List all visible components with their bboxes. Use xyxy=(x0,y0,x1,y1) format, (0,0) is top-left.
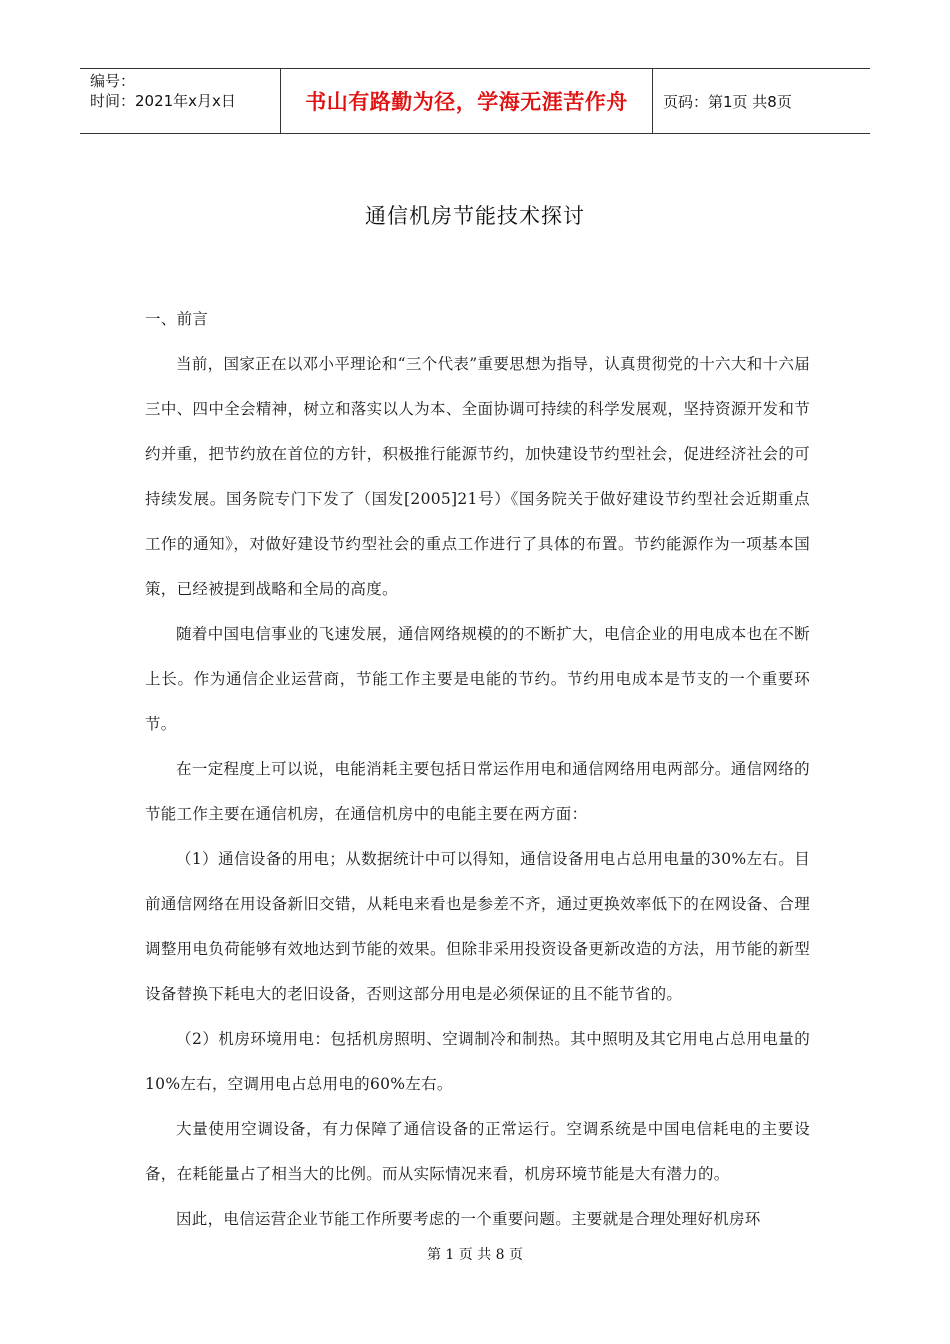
paragraph: 因此，电信运营企业节能工作所要考虑的一个重要问题。主要就是合理处理好机房环 xyxy=(176,1210,761,1228)
paragraph: 当前，国家正在以邓小平理论和“三个代表”重要思想为指导，认真贯彻党的十六大和十六届三中、四中全会精神，树立和落实以人为本、全面协调可持续的科学发展观，坚持资源开发和节约并重，把节约放在首位的方针，积极推行能源节约，加快建设节约型社会，促进经济社会的可持续发展。国务院专门下发了（国发[2005]21号）《国务院关于做好建设节约型社会近期重点工作的通知》，对做好建设节约型社会的重点工作进行了具体的布置。节约能源作为一项基本国策，已经被提到战略和全局的高度。 xyxy=(145,355,810,598)
page-footer: 第 1 页 共 8 页 xyxy=(426,1247,524,1263)
header-meta xyxy=(80,69,280,133)
document-date: 时间：2021年x月x日 xyxy=(90,92,236,110)
header-motto: 书山有路勤为径，学海无涯苦作舟 xyxy=(305,90,628,114)
paragraph: 在一定程度上可以说，电能消耗主要包括日常运作用电和通信网络用电两部分。通信网络的节能工作主要在通信机房，在通信机房中的电能主要在两方面： xyxy=(145,760,810,823)
header-page-info-cell xyxy=(653,69,870,133)
paragraph: （2）机房环境用电：包括机房照明、空调制冷和制热。其中照明及其它用电占总用电量的10%左右，空调用电占总用电的60%左右。 xyxy=(145,1030,810,1093)
page-header xyxy=(80,68,870,134)
paragraph: 随着中国电信事业的飞速发展，通信网络规模的的不断扩大，电信企业的用电成本也在不断上长。作为通信企业运营商，节能工作主要是电能的节约。节约用电成本是节支的一个重要环节。 xyxy=(145,625,810,733)
paragraph: 大量使用空调设备，有力保障了通信设备的正常运行。空调系统是中国电信耗电的主要设备，在耗能量占了相当大的比例。而从实际情况来看，机房环境节能是大有潜力的。 xyxy=(145,1120,810,1183)
document-body xyxy=(145,297,810,1242)
document-number-label: 编号： xyxy=(90,72,136,90)
header-motto-cell xyxy=(280,69,653,133)
header-page-info: 页码：第1页 共8页 xyxy=(663,92,792,111)
paragraph: （1）通信设备的用电；从数据统计中可以得知，通信设备用电占总用电量的30%左右。目前通信网络在用设备新旧交错，从耗电来看也是参差不齐，通过更换效率低下的在网设备、合理调整用电负荷能够有效地达到节能的效果。但除非采用投资设备更新改造的方法，用节能的新型设备替换下耗电大的老旧设备，否则这部分用电是必须保证的且不能节省的。 xyxy=(145,850,810,1003)
document-title: 通信机房节能技术探讨 xyxy=(365,204,585,228)
section-heading: 一、前言 xyxy=(145,310,209,328)
